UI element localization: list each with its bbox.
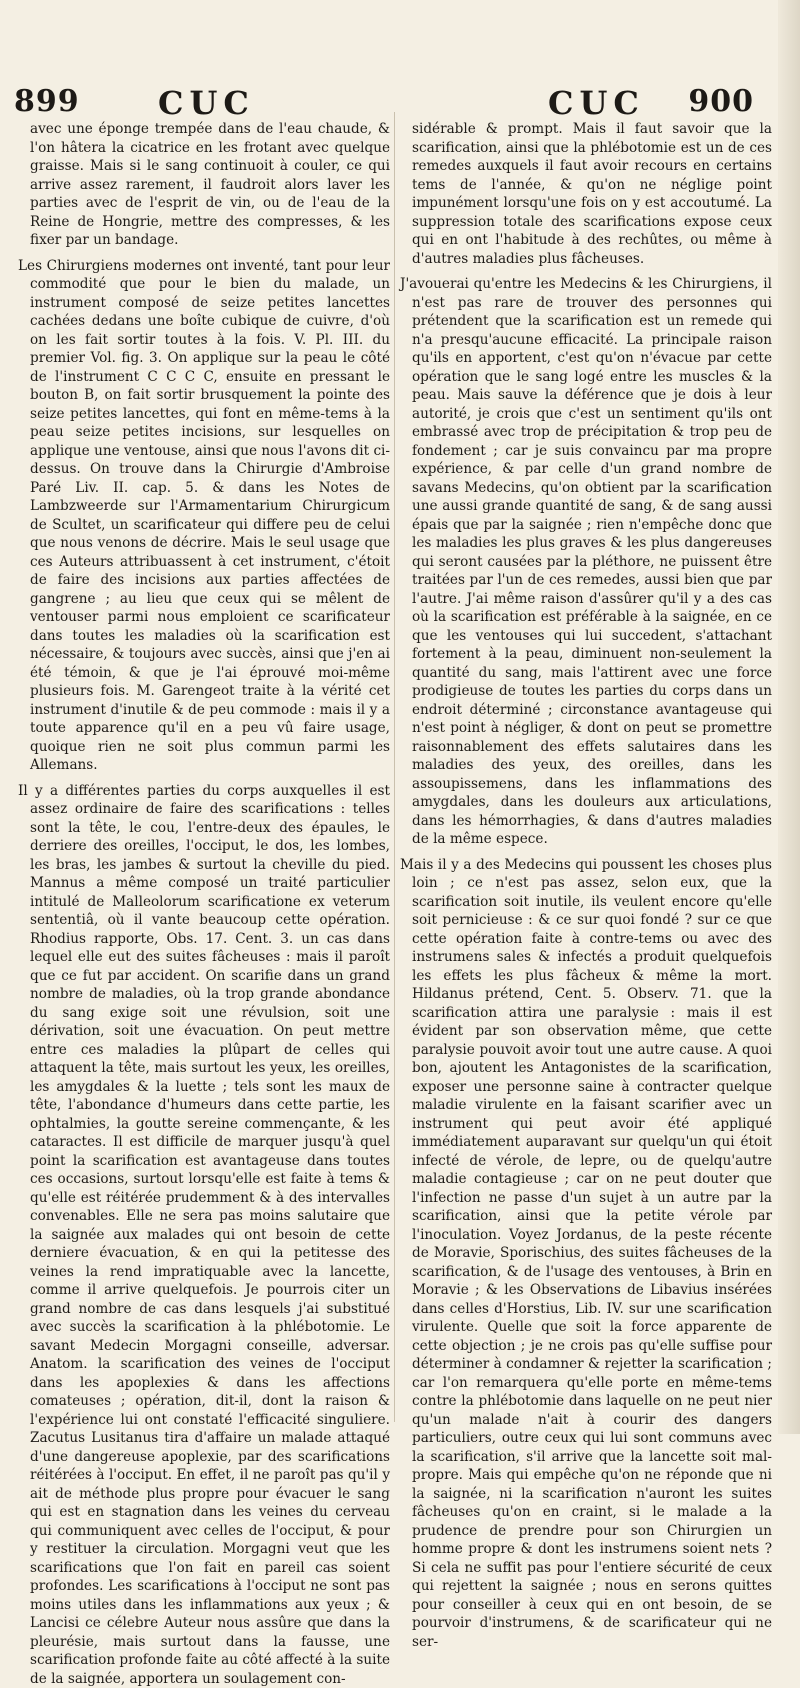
right-page-number: 900 — [688, 84, 754, 119]
paragraph: J'avouerai qu'entre les Medecins & les Chirurgiens, il n'est pas rare de trouver des personnes qui prétendent que la scarification est un remede qui n'a presqu'aucune efficacité. La principale raison qu'ils en apportent, c'est qu'on n'évacue par cette opération que le sang logé entre les muscles & la peau. Mais sauve la déférence que je dois à leur autorité, je crois que c'est un sentiment qu'ils ont embrassé avec trop de précipitation & trop peu de fondement ; car je suis convaincu par ma propre expérience, & par celle d'un grand nombre de savans Medecins, qu'on obtient par la scarification une aussi grande quantité de sang, & de sang aussi épais que par la saignée ; rien n'empêche donc que les maladies les plus graves & les plus dangereuses qui seront causées par la pléthore, ne puissent être traitées par l'un de ces remedes, aussi bien que par l'autre. J'ai même raison d'assûrer qu'il y a des cas où la scarification est préférable à la saignée, en ce que les ventouses qui lui succedent, s'attachant fortement à la peau, diminuent non-seulement la quantité du sang, mais l'attirent avec une force prodigieuse de toutes les parties du corps dans un endroit déterminé ; circonstance avantageuse qui n'est point à négliger, & dont on peut se promettre raisonnablement des effets salutaires dans les maladies des yeux, des oreilles, dans les assoupissemens, dans les inflammations des amygdales, dans les douleurs aux articulations, dans les hémorrhagies, & dans d'autres maladies de la même espece. — [400, 275, 772, 849]
page-header — [0, 84, 800, 124]
right-running-head: CUC — [548, 84, 645, 122]
paragraph: Les Chirurgiens modernes ont inventé, tant pour leur commodité que pour le bien du malade, un instrument composé de seize petites lancettes cachées dedans une boîte cubique de cuivre, d'où on les fait sortir toutes à la fois. V. Pl. III. du premier Vol. fig. 3. On applique sur la peau le côté de l'instrument C C C C, ensuite en pressant le bouton B, on fait sortir brusquement la pointe des seize petites lancettes, qui font en même-tems à la peau seize petites incisions, sur lesquelles on applique une ventouse, ainsi que nous l'avons dit ci-dessus. On trouve dans la Chirurgie d'Ambroise Paré Liv. II. cap. 5. & dans les Notes de Lambzweerde sur l'Armamentarium Chirurgicum de Scultet, un scarificateur qui differe peu de celui que nous venons de décrire. Mais le seul usage que ces Auteurs attribuassent à cet instrument, c'étoit de faire des incisions aux parties affectées de gangrene ; au lieu que ceux qui se mêlent de ventouser parmi nous emploient ce scarificateur dans toutes les maladies où la scarification est nécessaire, & toujours avec succès, ainsi que j'en ai été témoin, & que je l'ai éprouvé moi-même plusieurs fois. M. Garengeot traite à la vérité cet instrument d'inutile & de peu commode : mais il y a toute apparence qu'il en a peu vû faire usage, quoique rien ne soit plus commun parmi les Allemans. — [18, 257, 390, 775]
paragraph: Mais il y a des Medecins qui poussent les choses plus loin ; ce n'est pas assez, selon eux, que la scarification soit inutile, ils veulent encore qu'elle soit pernicieuse : & ce sur quoi fondé ? sur ce que cette opération faite à contre-tems ou avec des instrumens sales & infectés a produit quelquefois les effets les plus fâcheux & même la mort. Hildanus prétend, Cent. 5. Observ. 71. que la scarification attira une paralysie : mais il est évident par son observation même, que cette paralysie pouvoit avoir tout une autre cause. A quoi bon, ajoutent les Antagonistes de la scarification, exposer une personne saine à contracter quelque maladie virulente en la faisant scarifier avec un instrument qui peut avoir été appliqué immédiatement auparavant sur quelqu'un qui étoit infecté de vérole, de lepre, ou de quelqu'autre maladie contagieuse ; car on ne peut douter que l'infection ne passe d'un sujet à un autre par la scarification, ainsi que la petite vérole par l'inoculation. Voyez Jordanus, de la peste récente de Moravie, Sporischius, des suites fâcheuses de la scarification, & de l'usage des ventouses, à Brin en Moravie ; & les Observations de Libavius insérées dans celles d'Horstius, Lib. IV. sur une scarification virulente. Quelle que soit la force apparente de cette objection ; je ne crois pas qu'elle suffise pour déterminer à condamner & rejetter la scarification ; car l'on remarquera qu'elle porte en même-tems contre la phlébotomie dans laquelle on ne peut nier qu'un malade n'ait à courir des dangers particuliers, outre ceux qui lui sont communs avec la scarification, s'il arrive que la lancette soit mal-propre. Mais qui empêche qu'on ne réponde que ni la saignée, ni la scarification n'auront les suites fâcheuses qu'on en craint, si le malade a la prudence de prendre pour son Chirurgien un homme propre & dont les instrumens soient nets ? Si cela ne suffit pas pour l'entiere sécurité de ceux qui rejettent la saignée ; nous en serons quittes pour conseiller à ceux qui en ont besoin, de se pourvoir d'instrumens, & de scarificateur qui ne ser- — [400, 856, 772, 1652]
left-page-number: 899 — [14, 84, 80, 119]
page-edge-shadow — [778, 0, 800, 1434]
left-column — [18, 120, 390, 1422]
left-running-head: CUC — [158, 84, 255, 122]
paragraph: avec une éponge trempée dans de l'eau chaude, & l'on hâtera la cicatrice en les frotant avec quelque graisse. Mais si le sang continuoit à couler, ce qui arrive assez rarement, il faudroit alors laver les parties avec de l'esprit de vin, ou de l'eau de la Reine de Hongrie, mettre des compresses, & les fixer par un bandage. — [18, 120, 390, 250]
column-divider — [394, 112, 395, 1422]
paragraph: sidérable & prompt. Mais il faut savoir que la scarification, ainsi que la phlébotomie est un de ces remedes auxquels il faut avoir recours en certains tems de l'année, & qu'on ne néglige point impunément lorsqu'une fois on y est accoutumé. La suppression totale des scarifications expose ceux qui en ont l'habitude à des rechûtes, ou même à d'autres maladies plus fâcheuses. — [400, 120, 772, 268]
paragraph: Il y a différentes parties du corps auxquelles il est assez ordinaire de faire des scarifications : telles sont la tête, le cou, l'entre-deux des épaules, le derriere des oreilles, l'occiput, le dos, les lombes, les bras, les jambes & surtout la cheville du pied. Mannus a même composé un traité particulier intitulé de Malleolorum scarificatione ex veterum sententiâ, où il vante beaucoup cette opération. Rhodius rapporte, Obs. 17. Cent. 3. un cas dans lequel elle eut des suites fâcheuses : mais il paroît que ce fut par accident. On scarifie dans un grand nombre de maladies, où la trop grande abondance du sang exige soit une révulsion, soit une dérivation, soit une évacuation. On peut mettre entre ces maladies la plûpart de celles qui attaquent la tête, mais surtout les yeux, les oreilles, les amygdales & la luette ; tels sont les maux de tête, l'abondance d'humeurs dans cette partie, les ophtalmies, la goutte sereine commençante, & les cataractes. Il est difficile de marquer jusqu'à quel point la scarification est avantageuse dans toutes ces occasions, surtout lorsqu'elle est faite à tems & qu'elle est réitérée prudemment & à des intervalles convenables. Elle ne sera pas moins salutaire que la saignée aux malades qui ont besoin de cette derniere évacuation, & en qui la petitesse des veines la rend impratiquable avec la lancette, comme il arrive quelquefois. Je pourrois citer un grand nombre de cas dans lesquels j'ai substitué avec succès la scarification à la phlébotomie. Le savant Medecin Morgagni conseille, adversar. Anatom. la scarification des veines de l'occiput dans les apoplexies & dans les affections comateuses ; opération, dit-il, dont la raison & l'expérience lui ont constaté l'efficacité singuliere. Zacutus Lusitanus tira d'affaire un malade attaqué d'une dangereuse apoplexie, par des scarifications réitérées à l'occiput. En effet, il ne paroît pas qu'il y ait de méthode plus propre pour évacuer le sang qui est en stagnation dans les veines du cerveau qui communiquent avec celles de l'occiput, & pour y restituer la circulation. Morgagni veut que les scarifications que l'on fait en pareil cas soient profondes. Les scarifications à l'occiput ne sont pas moins utiles dans les inflammations aux yeux ; & Lancisi ce célebre Auteur nous assûre que dans la pleurésie, mais surtout dans la fausse, une scarification profonde faite au côté affecté à la suite de la saignée, apportera un soulagement con- — [18, 782, 390, 1688]
right-column — [400, 120, 772, 1422]
